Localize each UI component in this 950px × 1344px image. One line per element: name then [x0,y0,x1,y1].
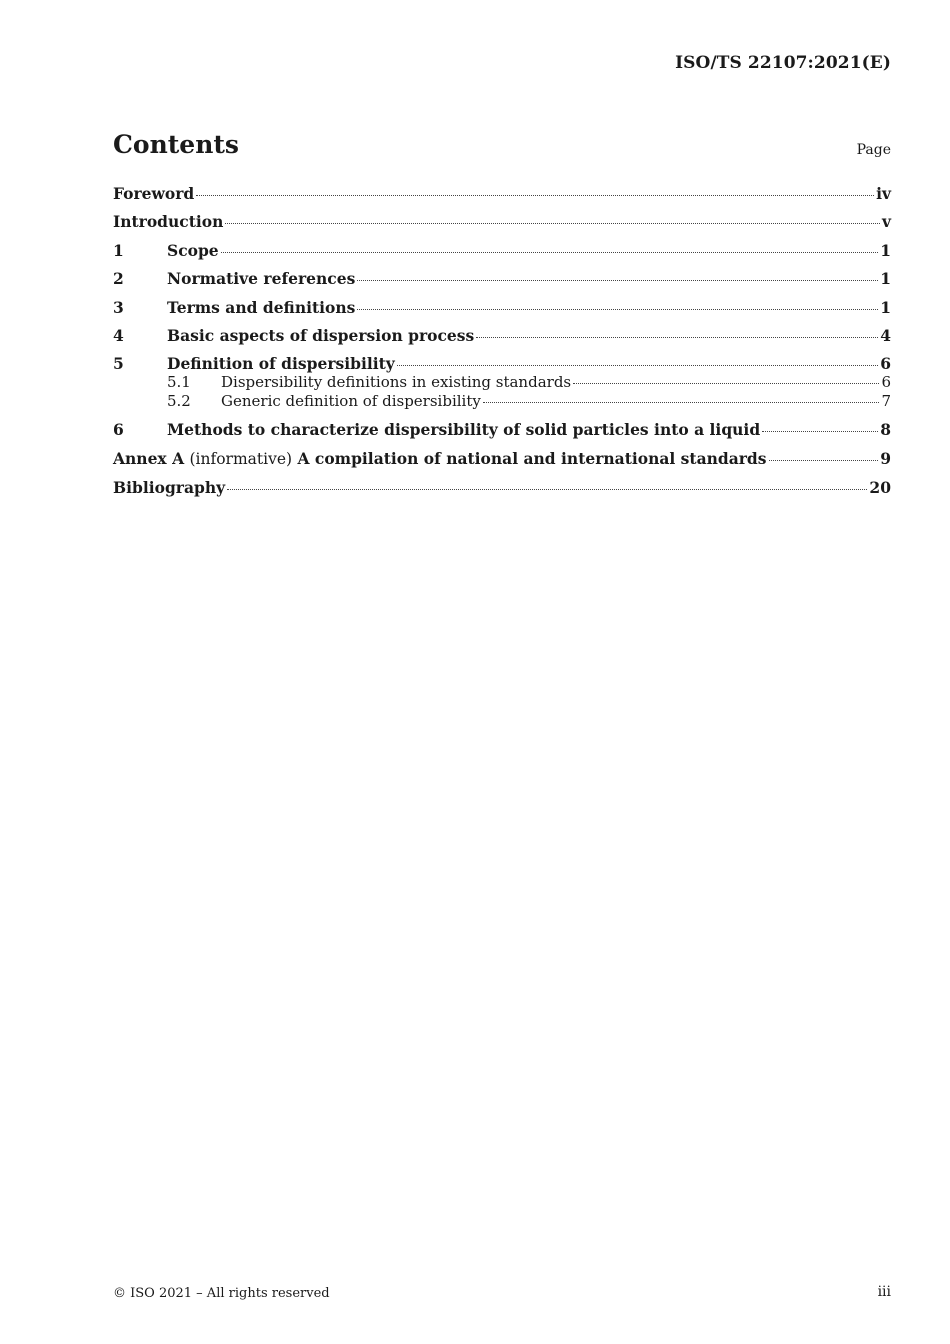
toc-entry-page: v [881,212,891,231]
toc-entry-scope[interactable] [113,241,891,260]
annex-informative-tag: (informative) [189,450,293,468]
document-id: ISO/TS 22107:2021(E) [675,53,891,73]
dot-leader [357,280,878,281]
toc-entry-label: Generic definition of dispersibility [221,392,481,410]
toc-entry-terms-and-definitions[interactable] [113,298,891,317]
toc-entry-page: 1 [880,298,891,317]
dot-leader [227,489,867,490]
dot-leader [221,252,879,253]
toc-page-column-label: Page [856,142,891,158]
dot-leader [573,383,879,384]
toc-entry-page: 6 [881,373,891,391]
toc-entry-label: Terms and definitions [167,298,356,317]
toc-entry-number: 2 [113,269,124,288]
toc-title: Contents [113,130,240,159]
toc-entry-number: 1 [113,241,124,260]
dot-leader [483,402,880,403]
toc-entry-number: 5.2 [167,392,191,410]
toc-entry-label: Methods to characterize dispersibility of solid particles into a liquid [167,420,761,439]
toc-entry-page: 9 [880,449,891,468]
toc-entry-number: 5.1 [167,373,191,391]
toc-entry-page: iv [876,184,891,203]
toc-entry-label: Basic aspects of dispersion process [167,326,475,345]
toc-subentry-existing-standards[interactable] [113,373,891,392]
dot-leader [476,337,878,338]
toc-entry-label [113,449,767,469]
table-of-contents [113,184,891,497]
toc-entry-label: Normative references [167,269,356,288]
toc-entry-page: 1 [880,269,891,288]
dot-leader [196,195,874,196]
dot-leader [762,431,878,432]
toc-subentry-generic-definition[interactable] [113,392,891,411]
toc-entry-label: Dispersibility definitions in existing standards [221,373,572,391]
dot-leader [357,309,878,310]
toc-entry-number: 3 [113,298,124,317]
dot-leader [769,460,879,461]
copyright-notice: © ISO 2021 – All rights reserved [113,1286,330,1301]
annex-title: A compilation of national and international standards [297,449,767,468]
toc-entry-number: 5 [113,354,124,373]
toc-entry-label: Bibliography [113,478,226,497]
toc-header [113,130,891,170]
toc-entry-page: 4 [880,326,891,345]
toc-entry-page: 8 [880,420,891,439]
toc-entry-page: 7 [881,392,891,410]
toc-entry-page: 1 [880,241,891,260]
toc-entry-annex-a[interactable] [113,449,891,469]
toc-entry-number: 6 [113,420,124,439]
toc-entry-foreword[interactable] [113,184,891,203]
dot-leader [397,365,878,366]
annex-prefix: Annex A [113,449,185,468]
toc-entry-label: Scope [167,241,219,260]
toc-entry-page: 6 [880,354,891,373]
dot-leader [225,223,880,224]
toc-entry-basic-aspects[interactable] [113,326,891,345]
toc-entry-number: 4 [113,326,124,345]
toc-entry-label: Foreword [113,184,195,203]
toc-entry-label: Definition of dispersibility [167,354,395,373]
toc-entry-methods[interactable] [113,420,891,439]
toc-entry-label: Introduction [113,212,224,231]
toc-entry-normative-references[interactable] [113,269,891,288]
toc-entry-introduction[interactable] [113,212,891,231]
toc-entry-bibliography[interactable] [113,478,891,497]
toc-entry-page: 20 [869,478,891,497]
page-number: iii [877,1284,891,1300]
toc-entry-definition-of-dispersibility[interactable] [113,354,891,373]
